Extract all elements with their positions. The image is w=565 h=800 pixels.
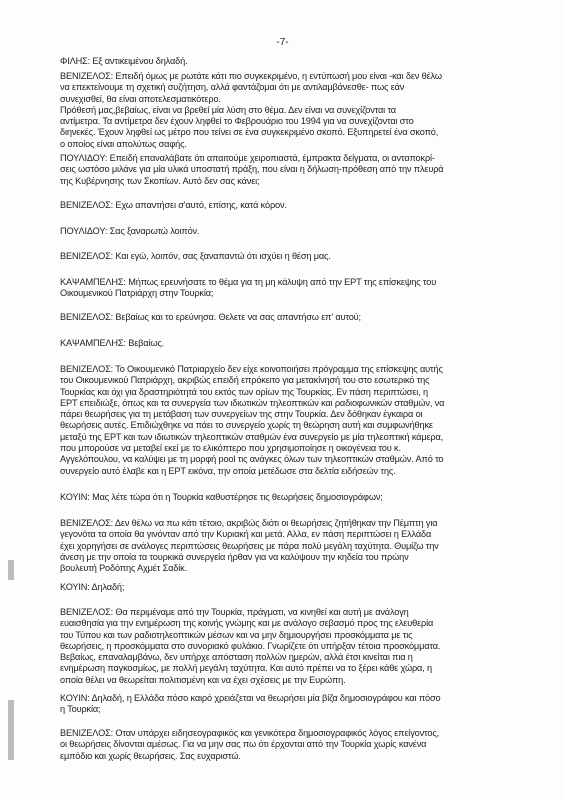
paragraph-line: Πρόθεσή μας,βεβαίως, είναι να βρεθεί μία λύση στο θέμα. Δεν είναι να συνεχίζονται τα (60, 104, 396, 115)
transcript-paragraph (60, 364, 530, 477)
paragraph-line: ΠΟΥΛΙΔΟΥ: Σας ξαναρωτώ λοιπόν. (60, 226, 200, 236)
paragraph-line: Αγγελόπουλου, να καλύψει με τη μορφή pool τις ανάγκες όλων των τηλεοπτικών σταθμών. Από το (60, 454, 444, 465)
transcript-paragraph (60, 56, 530, 67)
transcript-paragraph (60, 153, 530, 187)
transcript-paragraph (60, 492, 530, 503)
paragraph-line: θεωρήσεις, η προσκόμματα στο συνοριακό φυλάκιο. Γνωρίζετε ότι υπήρξαν τέτοια προσκόμματα. (60, 640, 441, 651)
paragraph-line: οι θεωρήσεις δίνονται αμέσως. Για να μην σας πω ότι έρχονται από την Τουρκία χωρίς κανένα (60, 739, 427, 750)
paragraph-line: να επεκτείνουμε τη σχετική συζήτηση, αλλά φαντάζομαι ότι με αντιλαμβάνεσθε- πως εάν (60, 82, 405, 93)
transcript-paragraph (60, 200, 530, 211)
paragraph-line: διηνεκές. Έχουν ληφθεί ως μέτρο που τείνει σε ένα συγκεκριμένο σκοπό. Εξυπηρετεί ένα σκοπό, (60, 127, 439, 138)
paragraph-line: Βεβαίως, επαναλαμβάνω, δεν υπήρχε απόσταση πολλών ημερών, αλλά έτσι κινείται πια η (60, 652, 413, 663)
paragraph-line: αντίμετρα. Τα αντίμετρα δεν έχουν ληφθεί το Φεβρουάριο του 1994 για να συνεχίζονται στο (60, 116, 414, 127)
page-number: -7- (276, 37, 289, 48)
transcript-paragraph (60, 251, 530, 262)
paragraph-line: της Κυβέρνησης των Σκοπίων. Αυτό δεν σας κάνει; (60, 175, 260, 186)
paragraph-line: Οικουμενικού Πατριάρχη στην Τουρκία; (60, 288, 214, 299)
paragraph-line: συνεχισθεί, θα είναι αποτελεσματικότερο. (60, 93, 221, 104)
paragraph-line: ΒΕΝΙΖΕΛΟΣ: Και εγώ, λοιπόν, σας ξαναπαντώ ότι ισχύει η θέση μας. (60, 251, 331, 261)
paragraph-line: Τουρκίας και όχι για δραστηριότητά του εκτός των ορίων της Τουρκίας. Εν πάση περιπτώσει, η (60, 386, 428, 397)
transcript-paragraph (60, 338, 530, 349)
transcript-paragraph (60, 226, 530, 237)
paragraph-line: του Τύπου και των ραδιοτηλεοπτικών μέσων και να μην δημιουργήσει προσκόμματα με τις (60, 629, 413, 640)
paragraph-line: ευαισθησία για την ενημέρωση της κοινής γνώμης και με ανάλογο σεβασμό προς της ελευθερία (60, 618, 434, 629)
paragraph-line: γεγονότα τα οποία θα γινόνταν από την Κυριακή και μετά. Αλλα, εν πάση περιπτώσει η Ελλάδα (60, 529, 432, 540)
paragraph-line: η Τουρκία; (60, 704, 101, 715)
paragraph-line: ΚΟΥΙΝ: Δηλαδή; (60, 582, 125, 592)
paragraph-line: ΚΑΨΑΜΠΕΛΗΣ: Βεβαίως. (60, 338, 165, 348)
paragraph-line: ΒΕΝΙΖΕΛΟΣ: Επειδή όμως με ρωτάτε κάτι πιο συγκεκριμένο, η εντύπωσή μου είναι -και δεν θέλω (60, 71, 442, 81)
transcript-paragraph (60, 277, 530, 300)
paragraph-line: ΒΕΝΙΖΕΛΟΣ: Οταν υπάρχει ειδησεογραφικός και γενικότερα δημοσιογραφικός λόγος επείγοντος, (60, 728, 440, 738)
paragraph-line: μεταξύ της ΕΡΤ και των ιδιωτικών τηλεοπτικών σταθμών ένα συνεργείο με μία τηλεοπτική κάμερα, (60, 431, 444, 442)
paragraph-line: θεωρήσεις αυτές. Επιδιώχθηκε να πάει το συνεργείο χωρίς τη θεώρηση αυτή και συμφωνήθηκε (60, 420, 433, 431)
paragraph-line: ΚΟΥΙΝ: Δηλαδή, η Ελλάδα πόσο καιρό χρειάζεται να θεωρήσει μία βίζα δημοσιογράφου και πόσο (60, 693, 441, 703)
paragraph-line: εμπόδιο και χωρίς θεωρήσεις. Σας ευχαριστώ. (60, 750, 241, 761)
paragraph-line: άνεση με την οποία τα τουρκικά συνεργεία ήρθαν για να καλύψουν την κηδεία του πρώην (60, 551, 409, 562)
scan-margin-mark (8, 700, 14, 760)
scan-margin-mark (8, 560, 14, 580)
paragraph-line: οποία θέλει να θεωρείται πολιτισμένη και να έχει σχέσεις με την Ευρώπη. (60, 674, 346, 685)
paragraph-line: ΒΕΝΙΖΕΛΟΣ: Δεν θέλω να πω κάτι τέτοιο, ακριβώς διότι οι θεωρήσεις ζητήθηκαν την Πέμπτη για (60, 518, 438, 528)
transcript-paragraph (60, 582, 530, 593)
paragraph-line: που μπορούσε να μεταβεί εκεί με το ελικόπτερο που χρησιμοποίησε η οικογένεια του κ. (60, 443, 401, 454)
paragraph-line: ΕΡΤ επειδιώξε, όπως και τα συνεργεία των ιδιωτικών τηλεοπτικών και ραδιοφωνικών σταθμών, να (60, 397, 445, 408)
transcript-paragraph (60, 312, 530, 323)
paragraph-line: πάρει θεωρήσεις για τη μετάβαση των συνεργείων της στην Τουρκία. Δεν δόθηκαν έγκαιρα οι (60, 409, 423, 420)
paragraph-line: ενημέρωση παγκοσμίως, με πολλή μεγάλη ταχύτητα. Και αυτό πρέπει να το ξέρει κάθε χώρα, η (60, 663, 432, 674)
paragraph-line: ο οποίος είναι απολύτως σαφής. (60, 138, 187, 149)
paragraph-line: ΦΙΛΗΣ: Εξ αντικειμένου δηλαδή. (60, 56, 188, 66)
paragraph-line: ΚΑΨΑΜΠΕΛΗΣ: Μήπως ερευνήσατε το θέμα για τη μη κάλυψη από την ΕΡΤ της επίσκεψης του (60, 277, 437, 287)
paragraph-line: ΒΕΝΙΖΕΛΟΣ: Το Οικουμενικό Πατριαρχείο δεν είχε κοινοποιήσει πρόγραμμα της επίσκεψης αυτής (60, 364, 443, 374)
paragraph-line: ΒΕΝΙΖΕΛΟΣ: Εχω απαντήσει σ'αυτό, επίσης, κατά κόρον. (60, 200, 287, 210)
transcript-paragraph (60, 693, 530, 716)
paragraph-line: σεις ωστόσο μιλάνε για μία υλικά υποστατή πράξη, που είναι η δήλωση-πρόθεση από την πλευρά (60, 164, 444, 175)
paragraph-line: έχει χορηγήσει σε ανάλογες περιπτώσεις θεωρήσεις με πάρα πολύ μεγάλη ταχύτητα. Θυμίζω την (60, 540, 439, 551)
paragraph-line: βουλευτή Ροδόπης Αχμέτ Σαδίκ. (60, 563, 187, 574)
transcript-paragraph (60, 607, 530, 686)
paragraph-line: ΚΟΥΙΝ: Μας λέτε τώρα ότι η Τουρκία καθυστέρησε τις θεωρήσεις δημοσιογράφων; (60, 492, 383, 502)
transcript-paragraph (60, 728, 530, 762)
paragraph-line: ΒΕΝΙΖΕΛΟΣ: Θα περιμέναμε από την Τουρκία, πράγματι, να κινηθεί και αυτή με ανάλογη (60, 607, 409, 617)
paragraph-line: του Οικουμενικού Πατριάρχη, ακριβώς επειδή επρόκειτο για μετακίνησή του στο εσωτερικό της (60, 375, 430, 386)
transcript-paragraph (60, 71, 530, 150)
paragraph-line: συνεργείο αυτό έλαβε και η ΕΡΤ εικόνα, την οποία μετέδωσε στα δελτία ειδήσεών της. (60, 465, 396, 476)
transcript-paragraph (60, 518, 530, 574)
paragraph-line: ΒΕΝΙΖΕΛΟΣ: Βεβαίως και το ερεύνησα. Θελετε να σας απαντήσω επ' αυτού; (60, 312, 361, 322)
paragraph-line: ΠΟΥΛΙΔΟΥ: Επειδή επαναλάβατε ότι απαιτούμε χειροπιαστά, έμπρακτα δείγματα, οι ανταποκρί- (60, 153, 435, 163)
